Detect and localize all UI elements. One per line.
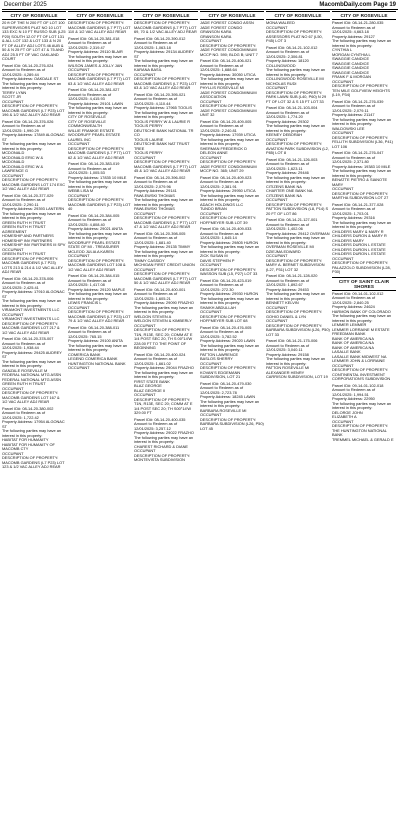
- parcel-notice: Parcel ID#: 08-14-20-378-007 Amount to Redeem as of 12/01/2025: 1,938.44 Property Address: 29425 AUDREY ST The following parties may have an interest in this property: GANZALE ROSEVILLE M FEDERAL NATIONAL MTG ASSN FEDERAL NATIONAL MTG ASSN GREEN RUTH H TRUST OCCUPANT DESCRIPTION OF PROPERTY: MACOMB GARDENS LOT 167 & 1/2 VAC ALLEY ADJ REAR: [2, 336, 62, 404]
- parcel-notice: JADE FOREST CONDO ASSN JADE FOREST CONDO GRANSON KARA GRANSON KARA OCCUPANT DESCRIPTION OF PROPERTY: JADE FOREST CONDOMINIUM MCCP NO. 590; BLDG B; UNIT 7: [200, 20, 258, 57]
- parcel-notice: Parcel ID#: 08-14-21-103-004 Amount to Redeem as of 12/01/2025: 1,774.20 Property Address: 29302 The following parties may have an interest in this property: KEENEY DEBORAH OCCUPANT DESCRIPTION OF PROPERTY: AVIATION PARK SUBDIVISION (L2, P85) LOT 8: [266, 105, 329, 155]
- parcel-notice: Parcel ID#: 08-14-21-280-035 Amount to Redeem as of 12/01/2025: 4,663.18 Property Address: 29127 The following parties may have an interest in this property: CYNTHIA L MORGAN CYNTHIA L SWAGGIE CANDICE SWAGGIE CANDICE SWAGGIE CANDICE SWAGGIE CANDICE FRANK F & MORGAN OCCUPANT DESCRIPTION OF PROPERTY: TEN MILE GOLFVIEW HEIGHTS (L19, P34): [332, 20, 392, 97]
- parcel-notice: Parcel ID#: 08-14-20-400-001 Amount to Redeem as of 12/01/2025: 1,605.21 Property Address: 29090 FRAZHO The following parties may have an interest in this property: WELDON STEVEN A WELDON STEVEN & KIMBERLY OCCUPANT DESCRIPTION OF PROPERTY: T1N, R13E, SEC 20; COMM AT E 1/4 POST SEC 20, TH S 00°14'W 228.00 FT TO THE POINT OF BEGINNING: [134, 286, 194, 350]
- parcel-notice: Parcel ID#: 08-14-20-381-027 Amount to Redeem as of 12/01/2025: 4,415.93 Property Address: 29101 LAWN The following parties may have an interest in this property: CITY OF ROSEVILLE CITY OF ROSEVILLE COMMONWEALTH WILLIE FRANKIE ESTATE WOODRUFF PEARL ESTATE LAUREL INC OCCUPANT DESCRIPTION OF PROPERTY: MACOMB GARDENS (L7 P77) LOT 62 & 1/2 VAC ALLEY ADJ REAR: [68, 87, 131, 160]
- parcel-notice: Parcel ID#: 08-14-20-476-005 Amount to Redeem as of 12/01/2025: 3,782.52 Property Address: 29020 LAWN The following parties may have an interest in this property: PATTON LAWRENCE BASLOS SHERRY OCCUPANT DESCRIPTION OF PROPERTY: KOVAN'S EDGEMANN SUBDIVISION, LOT 21: [200, 324, 260, 379]
- parcel-notice: Parcel ID#: 08-14-20-384-015 Amount to Redeem as of 12/01/2025: 1,417.08 Property Address: 29120 MAPLE The following parties may have an interest in this property: LEWIS FRANCIS L OCCUPANT DESCRIPTION OF PROPERTY: MACOMB GARDENS (L7 P23) LOT 79 & 1/2 VAC ALLEY ADJ REAR: [68, 273, 131, 323]
- parcel-notice: DESCRIPTION OF PROPERTY: MACOMB GARDENS (L7 P77) LOT 110 & 1/2 VAC ALLEY ADJ REAR: [68, 20, 131, 34]
- header-site-page: [319, 2, 396, 8]
- parcel-notice: Parcel ID#: 08-14-20-396-002 Amount to Redeem as of 12/01/2025: 2,079.96 Property Address: 29141 PAWLEWSKI THOMAS The following parties may have an interest in this property: PAWLEWSKI THOMAS OCCUPANT DESCRIPTION OF PROPERTY: MACOMB GARDENS (L7 P77) LOT 47 & 1/2 VAC ALLEY ADJ REAR: [134, 174, 197, 229]
- notice-column: [200, 11, 264, 839]
- parcel-notice: Parcel ID#: 08-14-21-276-047 Amount to Redeem as of 12/01/2025: 2,371.80 Property Address: 19383 10 MILE The following parties may have an interest in this property: BENATTE PIETRO & SIANOTE MARY OCCUPANT DESCRIPTION OF PROPERTY: MARTHA SUBDIVISION LOT 27: [332, 150, 392, 200]
- parcel-notice: Parcel ID#: 08-14-20-377-029 Amount to Redeem as of 12/01/2025: 2,290.11 Property Address: 29393 LANTERN The following parties may have an interest in this property: GREEN RUTH H TRUST GREEN RUTH H TRUST AGREEMENT HOMESHIP AND PARTNERS HOMESHIP INV PARTNERS HOMESHIP INV PARTNERS III SPV OCCUPANT GREEN RUTH H TRUST DESCRIPTION OF PROPERTY: MACOMB GARDENS (L7 P23) LOTS 213 & 214 & 1/2 VAC ALLEY ADJ REAR: [2, 192, 66, 274]
- city-heading: CITY OF ROSEVILLE: [332, 11, 396, 20]
- parcel-notice: Parcel ID#: 08-14-20-381-018 Amount to Redeem as of 12/01/2025: 2,319.47 Property Address: 29110 BLAIR The following parties may have an interest in this property: WILSON JAMES & JOLLY JAN OCCUPANT DESCRIPTION OF PROPERTY: MACOMB GARDENS (L7 P77) LOT 63 & 1/2 VAC ALLEY ADJ REAR: [68, 35, 131, 86]
- parcel-notice: Parcel ID#: 08-14-20-409-033 Amount to Redeem as of 12/01/2025: 1,645.14 Property Address: 29805 HURON The following parties may have an interest in this property: ZICK SUSAN M DAVIS STEPHEN P OCCUPANT DESCRIPTION OF PROPERTY: WASSON SUB (L5, P27) LOT 33: [200, 226, 260, 276]
- parcel-notice: Parcel ID#: 09-14-01-102-018 Amount to Redeem as of 12/01/2025: 1,994.51 Property Address: 22950 The following parties may have an interest in this property: DELORGE JOHN ELIZABETH A OCCUPANT DESCRIPTION OF PROPERTY: THE HUNTINGTON NATIONAL BANK TREMMEL MICHAEL & GERALD E: [332, 382, 394, 442]
- parcel-notice: Parcel ID#: 08-14-21-175-006 Amount to Redeem as of 12/01/2025: 3,040.11 Property Address: 29158 The following parties may have an interest in this property: PATTON ROSEVILLE MI ALEXANDER HENRY CARRISON SUBDIVISION, LOT 19: [266, 338, 328, 379]
- header-date: December 2025: [4, 1, 47, 8]
- parcel-notice: Parcel ID#: 08-14-21-127-001 Amount to Redeem as of 12/01/2025: 1,402.06 Property Address: 29412 OVERMAN The following parties may have an interest in this property: OVERMAN ROSEVILLE MI DZIEJMA EDWARD OCCUPANT DESCRIPTION OF PROPERTY: MARY A. BERNET SUBDIVISION (L27, P31) LOT 32: [266, 217, 330, 272]
- city-heading: CITY OF ROSEVILLE: [68, 11, 132, 20]
- page-header: [0, 0, 400, 9]
- notice-column: [68, 11, 132, 839]
- parcel-notice: Parcel ID#: 08-14-20-276-024 Amount to Redeem as of 12/01/2025: 4,289.44 Property Address: OAKDALE ST The following parties may have an interest in this property: TERRY LYNN SCOTT JR OCCUPANT DESCRIPTION OF PROPERTY: MACOMB GARDENS (L7 P23) LOT 196 & 1/2 VAC ALLEY ADJ REAR: [2, 62, 65, 117]
- city-heading: CITY OF ROSEVILLE: [266, 11, 330, 20]
- notice-column: [266, 11, 330, 839]
- parcel-notice: Parcel ID#: 08-14-21-276-039 Amount to Redeem as of 12/01/2025: 2,079.11 Property Address: 21147 The following parties may have an interest in this property: WALDOWSKI LEE OCCUPANT DESCRIPTION OF PROPERTY: FELLITH SUBDIVISION (L36, P41) LOT 106: [332, 98, 393, 149]
- parcel-notice: Parcel ID#: 08-14-20-400-024 Amount to Redeem as of 12/01/2025: 1,661.02 Property Address: 29044 FRAZHO The following parties may have an interest in this property: FIRST STATE BANK BLAZ GEORGE BLAZ GEORGE II OCCUPANT DESCRIPTION OF PROPERTY: T1N, R13E, SEC 20; COMM AT E 1/4 POST SEC 20; TH S00°14'W 329.00 FT: [134, 351, 194, 415]
- parcel-notice: Parcel ID#: 08-14-20-380-002 Amount to Redeem as of 12/01/2025: 1,722.42 Property Address: 17954 ALGONAC ST The following parties may have an interest in this property: HABITAT FOR HUMANITY HABITAT FOR HUMANITY OF MACOMB CTY OCCUPANT DESCRIPTION OF PROPERTY: MACOMB GARDENS (L7 P23) LOT 123 & 1/2 VAC ALLEY ADJ REAR: [2, 405, 65, 469]
- header-site: MacombDaily.com: [319, 1, 372, 8]
- parcel-notice: Parcel ID#: 08-14-21-126-003 Amount to Redeem as of 12/01/2025: 1,623.11 Property Address: 29446 The following parties may have an interest in this property: CITIZENS BANK NA CHARTER ONE BANK NA CITIZENS BANK NA OCCUPANT DESCRIPTION OF PROPERTY: PATTON SUBDIVISION (L8, P14) S 20 FT OF LOT 86: [266, 156, 329, 216]
- parcel-notice: DESCRIPTION OF PROPERTY: MACOMB GARDENS (L7 P77) LOT 69, 70 & 1/2 VAC ALLEY ADJ REAR: [134, 20, 197, 34]
- parcel-notice: Parcel ID#: 08-14-21-377-028 Amount to Redeem as of 12/01/2025: 1,703.01 Property Address: 29316 The following parties may have an interest in this property: CHILDERS MARY & MARY R CHILDERS DURON & MARY R CHILDERS MARY CHILDERS DURON L ESTATE CHILDERS DURON L ESTATE CHILDERS DURON L ESTATE OCCUPANT DESCRIPTION OF PROPERTY: PALAZZOLO SUBDIVISION (L28, P30): [332, 201, 392, 274]
- parcel-notice: MONA WALEED OCCUPANT DESCRIPTION OF PROPERTY: ASSESSORS PLAT NO 67 (L50, P45) LOT 3: [266, 20, 323, 43]
- parcel-notice: Parcel ID#: 09-14-01-102-012 Amount to Redeem as of 12/01/2025: 2,840.25 Property Address: 24624 HARMON BANK OF COLORADO The following parties may have an interest in this property: LEMMER LEMMER LEMMER LORRAINE M ESTATE FREEDMAN BANK BANK OF AMERICA NA BANK OF AMERICA NA BANK OF AMERICA NA LASALLE BANK LASALLE BANK MIDWEST NA LEMMER JOHN & LORRAINE OCCUPANT DESCRIPTION OF PROPERTY: CONTINENTAL INVESTMENT CORPORATION'S SUBDIVISION: [332, 290, 392, 381]
- city-heading: CITY OF SAINT CLAIR SHORES: [332, 277, 396, 291]
- parcel-notice: Parcel ID#: 08-14-20-376-026 Amount to Redeem as of 12/01/2025: 1,990.29 Property Address: 17849 ALGONAC ST The following parties may have an interest in this property: MCDONALD MCDONALD ERIC W & MCDONALD MCDONALD ERIC W & LAWRENCE G OCCUPANT DESCRIPTION OF PROPERTY: MACOMB GARDENS LOT 174 EXC 1/2 VAC ALLEY ADJ REAR: [2, 118, 66, 191]
- notice-column: [2, 11, 66, 839]
- parcel-notice: Parcel ID#: 08-14-21-128-020 Amount to Redeem as of 12/01/2025: 1,892.67 Property Address: 29453 The following parties may have an interest in this property: BENNETT KELVIN OCCUPANT DESCRIPTION OF PROPERTY: GOHIO DANIEL & LYN OCCUPANT DESCRIPTION OF PROPERTY: BARBARA SUBDIVISION (L26, P50) LOT 33: [266, 273, 330, 337]
- parcel-notice: Parcel ID#: 08-14-20-383-019 Amount to Redeem as of 12/01/2025: 1,005.53 Property Address: 17835 10 MILE The following parties may have an interest in this property: WEBB LISA M OCCUPANT DESCRIPTION OF PROPERTY: MACOMB GARDENS (L7 P23) LOT 40: [68, 161, 131, 211]
- city-heading: CITY OF ROSEVILLE: [2, 11, 66, 20]
- parcel-notice: Parcel ID#: 08-14-20-423-019 Amount to Redeem as of 12/01/2025: 272.30 Property Address: 29930 HURON The following parties may have an interest in this property: SHAIKH ABDULLAH OCCUPANT DESCRIPTION OF PROPERTY: HOFFMEYER SUB LOT 68: [200, 277, 260, 323]
- parcel-notice: Parcel ID#: 08-14-20-388-011 Amount to Redeem as of 12/01/2025: 765.15 Property Address: 29100 ANITA The following parties may have an interest in this property: COMERICA BANK LEGEND COMERICA BANK HUNTINGTON NATIONAL BANK OCCUPANT: [68, 324, 128, 370]
- header-page-label: Page 19: [373, 1, 396, 8]
- parcel-notice: Parcel ID#: 08-14-20-390-012 Amount to Redeem as of 12/01/2025: 1,063.18 Property Address: 29134 AUDREY ST The following parties may have an interest in this property: KARANA BASIL OCCUPANT DESCRIPTION OF PROPERTY: MACOMB GARDENS (L7 P23) LOT 63 & 1/2 VAC ALLEY ADJ REAR: [134, 35, 197, 90]
- parcel-notice: Parcel ID#: 08-14-20-406-021 Amount to Redeem as of 12/01/2025: 1,688.64 Property Address: 30050 UTICA The following parties may have an interest in this property: PHYLLIS ROSEVILLE MI JADE FOREST CONDOMINIUM ASSOCIATION OCCUPANT DESCRIPTION OF PROPERTY: JADE FOREST CONDOMINIUM UNIT 32: [200, 58, 260, 117]
- parcel-notice: Parcel ID#: 08-14-20-400-035 Amount to Redeem as of 12/01/2025: 3,257.12 Property Address: 29022 FRAZHO The following parties may have an interest in this property: CHAREST RICHARD & DIANE OCCUPANT DESCRIPTION OF PROPERTY: MONTEVISTA SUBDIVISION: [134, 416, 194, 462]
- parcel-notice: Parcel ID#: 08-14-20-409-005 Amount to Redeem as of 12/01/2025: 2,240.81 Property Address: 17939 UTICA The following parties may have an interest in this property: SHERMAN FREDERICK D DELEON ANNE OCCUPANT DESCRIPTION OF PROPERTY: JADE FOREST CONDOMINIUM MCCP NO. 365; UNIT 29: [200, 118, 260, 173]
- city-heading: CITY OF ROSEVILLE: [134, 11, 198, 20]
- notice-columns: [0, 10, 400, 839]
- parcel-notice: Parcel ID#: 08-14-20-479-030 Amount to Redeem as of 12/01/2025: 2,723.78 Property Address: 18245 LAWN The following parties may have an interest in this property: BARBARA ROSEVILLE MI OCCUPANT DESCRIPTION OF PROPERTY: BARBARA SUBDIVISION (L26, P50) LOT 45: [200, 380, 264, 431]
- parcel-notice: Parcel ID#: 08-14-20-378-006 Amount to Redeem as of 12/01/2025: 2,425.41 Property Address: 17910 ALGONAC ST The following parties may have an interest in this property: VIRAMONT INVESTMENTS LLC OCCUPANT VIRAMONT INVESTMENTS LLC DESCRIPTION OF PROPERTY: MACOMB GARDENS LOT 217 & 1/2 VAC ALLEY ADJ REAR: [2, 275, 65, 335]
- parcel-notice: Parcel ID#: 08-14-20-409-023 Amount to Redeem as of 12/01/2025: 2,381.91 Property Address: 29950 UTICA The following parties may have an interest in this property: ADACH HOLDINGS LLC TUNDO BRIAN OCCUPANT DESCRIPTION OF PROPERTY: HOFFMEYER SUB LOT 39: [200, 174, 260, 225]
- notice-column: [332, 11, 396, 839]
- parcel-notice: Parcel ID#: 08-14-21-102-012 Amount to Redeem as of 12/01/2025: 2,306.81 Property Address: 18120 COLLINGWOOD The following parties may have an interest in this property: COLLINGWOOD ROSEVILLE MI NICHOLAS RUDI OCCUPANT DESCRIPTION OF PROPERTY: PARK LAWN SUB (L40, P60) N 29 FT OF LOT 32 & S 15 FT LOT 33: [266, 44, 327, 104]
- parcel-notice: Parcel ID#: 08-14-20-384-005 Amount to Redeem as of 12/01/2025: 4,808.40 Property Address: 29021 ANITA The following parties may have an interest in this property: WOODRUFF PEARL ESTATE STATE OF MI - TREASURER MCLEOD JULIA A KAREN OCCUPANT DESCRIPTION OF PROPERTY: MACOMB GARDENS LOT 108 & 1/2 VAC ALLEY ADJ REAR: [68, 212, 128, 272]
- notice-column: [134, 11, 198, 839]
- parcel-notice: Parcel ID#: 08-14-20-395-021 Amount to Redeem as of 12/01/2025: 4,110.44 Property Address: 17965 TOOLIS The following parties may have an interest in this property: TOOLIS PERRY W & LAURIE R TOOLIS PERRY DEUTSCHE BANK NATIONAL TR CO TOOLIS LAURIE DEUTSCHE BANK NAT TRUST TREE TOOLIS PERRY OCCUPANT DESCRIPTION OF PROPERTY: MACOMB GARDENS (L7 P77) LOT 45 & 1/2 VAC ALLEY ADJ REAR: [134, 91, 197, 173]
- parcel-notice: Parcel ID#: 08-14-20-398-005 Amount to Redeem as of 12/01/2025: 1,681.40 Property Address: 29135 TIMMY The following parties may have an interest in this property: TIMMY CASSIDY MICHIGAN FIRST CREDIT UNION OCCUPANT DESCRIPTION OF PROPERTY: MACOMB GARDENS (L7 P77) LOT 50 & 1/2 VAC ALLEY ADJ REAR: [134, 230, 197, 285]
- city-heading: CITY OF ROSEVILLE: [200, 11, 264, 20]
- parcel-notice: 20 ft OF THE N 200 FT OF LOT 100 SUPERVISORS PLAT NO 10 LOT 133 EXC N 10 FT RUSSO SUB (L25 P20) SOUTH 12.07 FT OF LOT 131 & ALL LOT 132 & LOT 133 & N 20 FT OF ALLEY ADJ LOTS 46 AUB & 50 & N 25 FT OF LOT 47 & 75 AND ADJ 25.5 FT OF VAC OAKLAND COURT: [2, 20, 67, 61]
